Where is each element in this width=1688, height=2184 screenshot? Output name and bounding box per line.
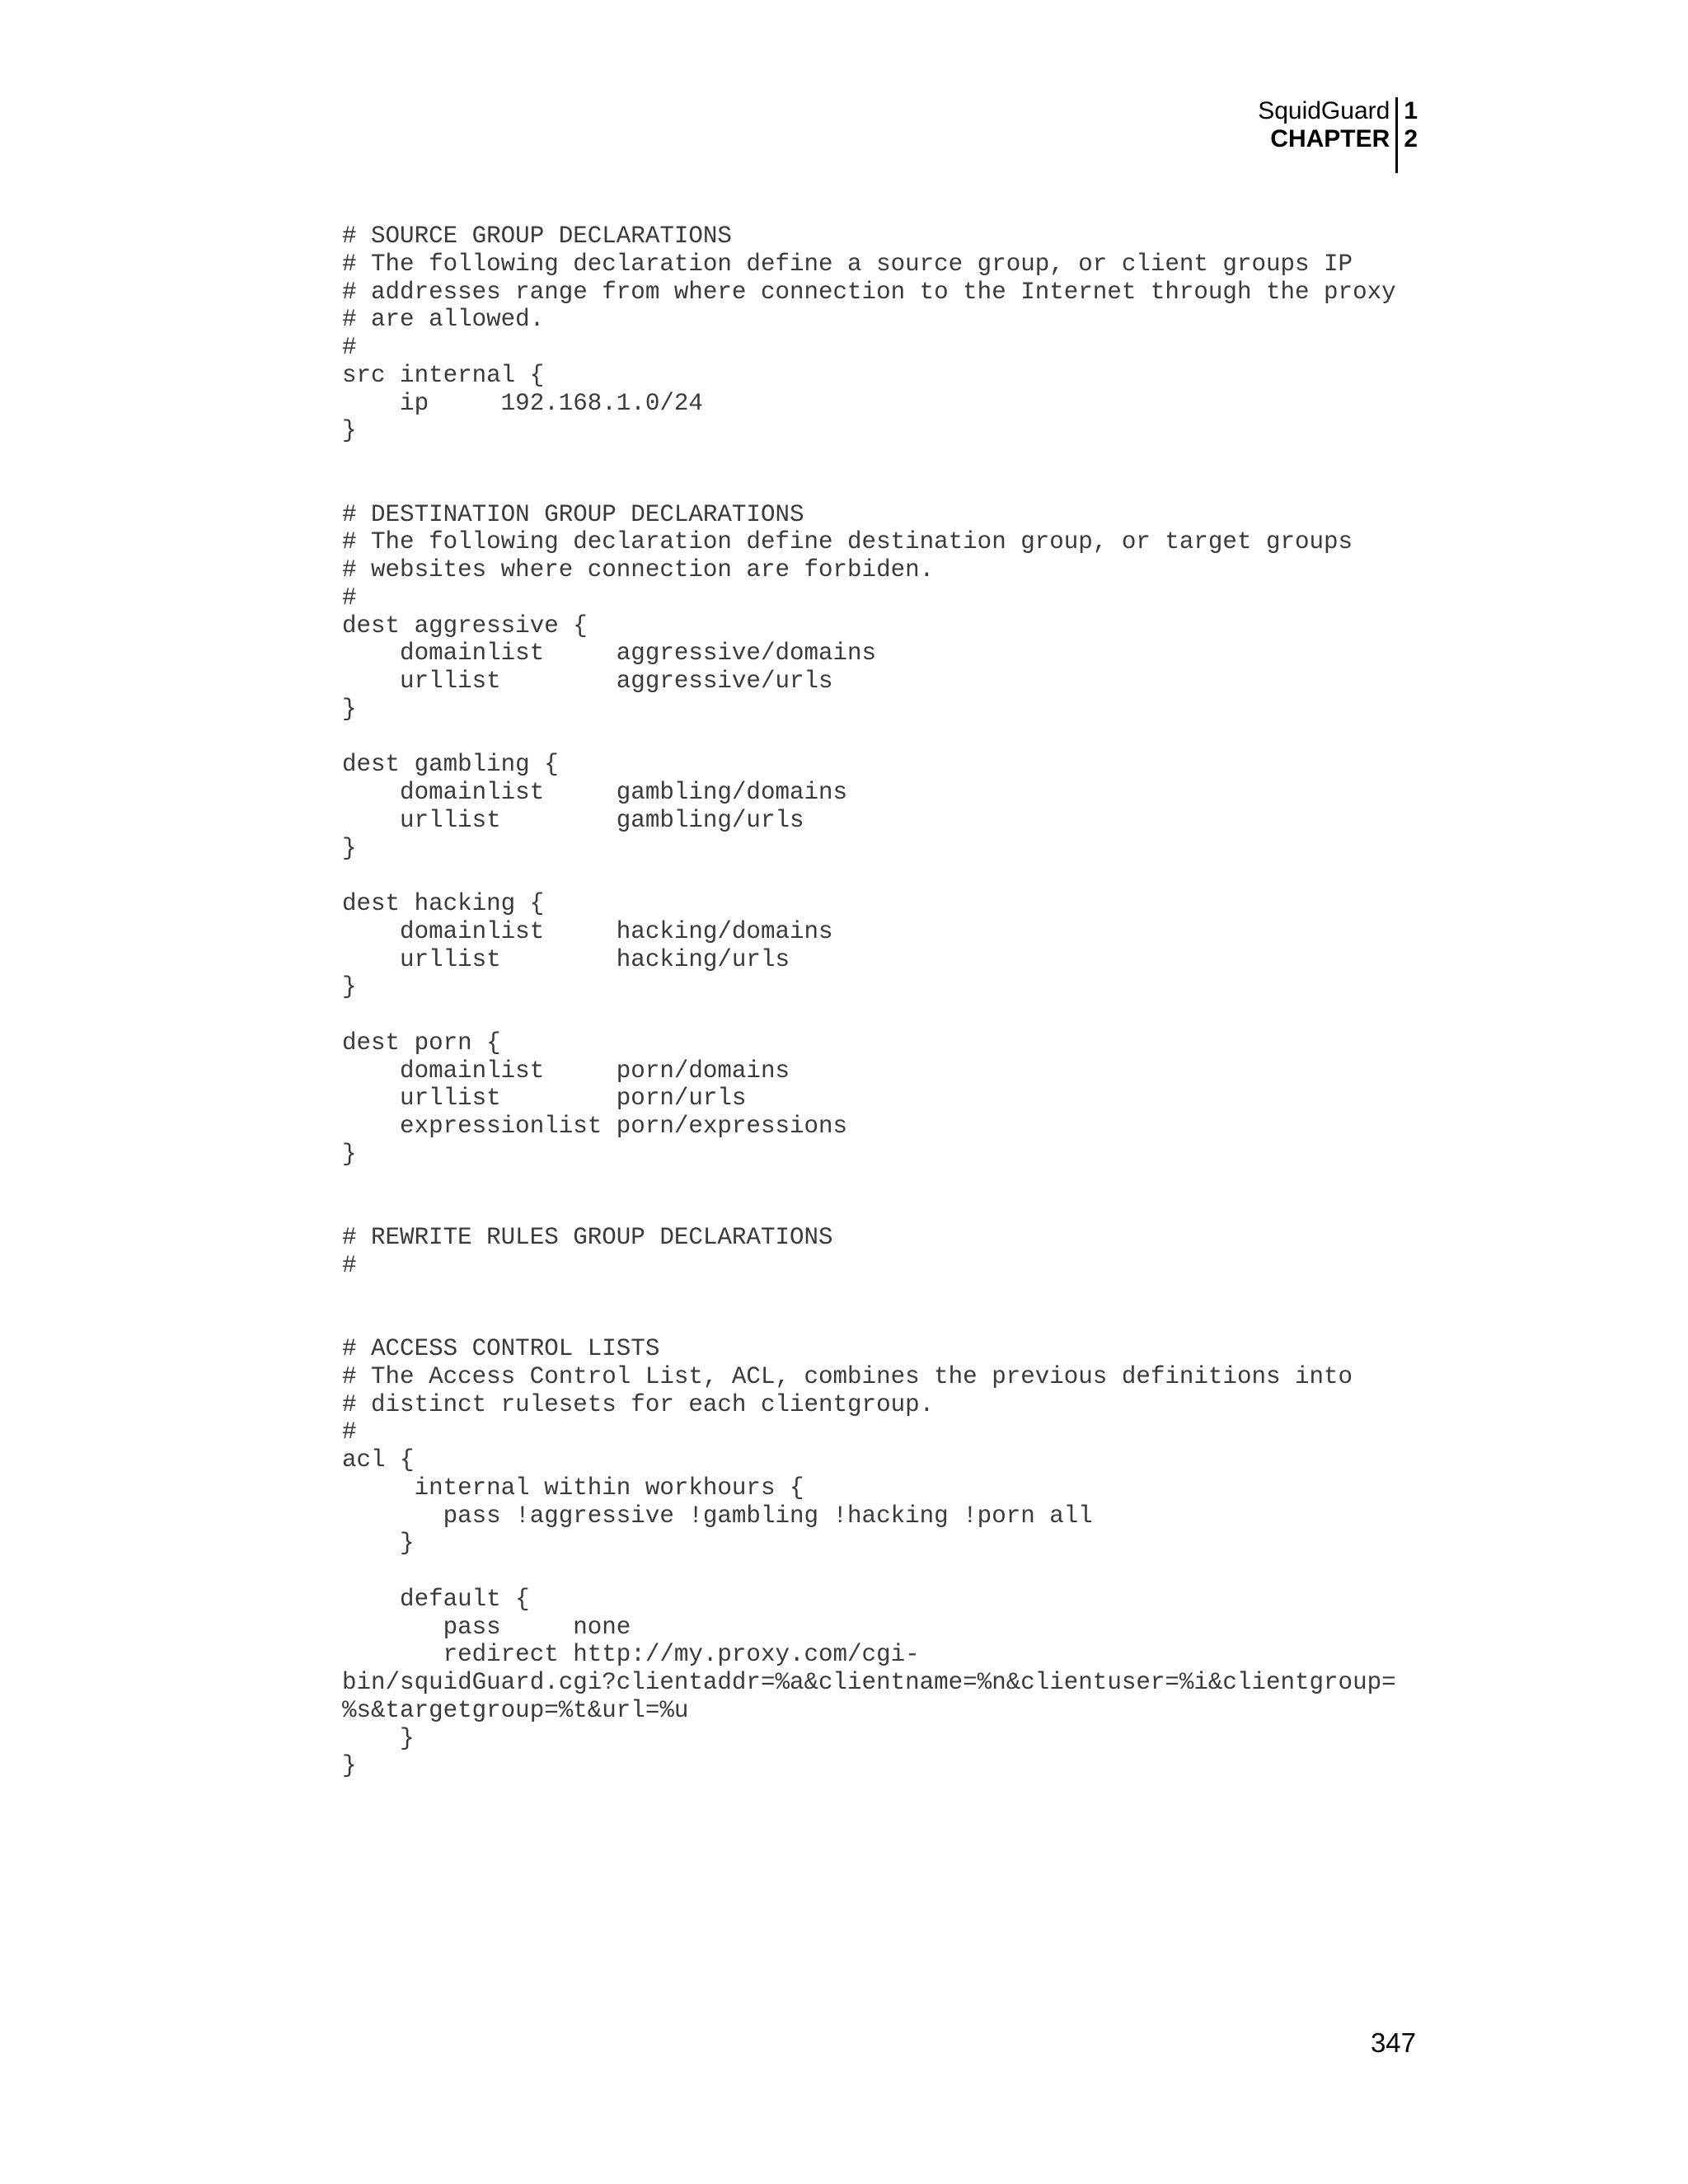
code-line <box>342 473 1396 501</box>
code-line: dest hacking { <box>342 890 545 917</box>
code-line: domainlist hacking/domains <box>342 917 833 945</box>
code-line: } <box>342 1140 357 1168</box>
code-line: } <box>342 834 357 862</box>
code-line: # distinct rulesets for each clientgroup. <box>342 1390 935 1418</box>
code-line: # <box>342 583 357 612</box>
code-line <box>342 862 1396 890</box>
code-line: urllist gambling/urls <box>342 806 804 834</box>
code-line <box>342 1169 1396 1197</box>
code-line: pass !aggressive !gambling !hacking !porn all <box>342 1502 1093 1530</box>
code-line: } <box>342 973 357 1001</box>
running-header <box>1258 97 1418 173</box>
code-line: expressionlist porn/expressions <box>342 1113 848 1140</box>
code-line: domainlist gambling/domains <box>342 779 848 806</box>
header-title: SquidGuard <box>1258 97 1390 124</box>
code-line: domainlist aggressive/domains <box>342 640 877 668</box>
code-line: # ACCESS CONTROL LISTS <box>342 1335 660 1362</box>
code-line: urllist porn/urls <box>342 1085 747 1113</box>
code-line: bin/squidGuard.cgi?clientaddr=%a&clientname=%n&clientuser=%i&clientgroup= <box>342 1669 1396 1696</box>
code-line: urllist hacking/urls <box>342 945 790 973</box>
code-line: } <box>342 417 357 445</box>
code-line: urllist aggressive/urls <box>342 668 833 695</box>
code-line: # The following declaration define a source group, or client groups IP <box>342 250 1353 278</box>
header-labels <box>1258 97 1395 153</box>
code-line <box>342 445 1396 473</box>
code-line: default { <box>342 1585 530 1613</box>
code-line <box>342 1280 1396 1308</box>
code-line: # DESTINATION GROUP DECLARATIONS <box>342 500 804 528</box>
page-number: 347 <box>1370 2027 1416 2058</box>
code-line: pass none <box>342 1613 631 1641</box>
code-line: # addresses range from where connection to the Internet through the proxy <box>342 278 1396 306</box>
code-line: dest gambling { <box>342 751 559 779</box>
code-listing <box>342 223 1396 1780</box>
code-line: # <box>342 1251 357 1279</box>
header-chapter-number: 2 <box>1404 125 1418 152</box>
header-chapter-label: CHAPTER <box>1270 125 1390 152</box>
code-line: # are allowed. <box>342 306 545 334</box>
header-numbers <box>1398 97 1418 153</box>
code-line: ip 192.168.1.0/24 <box>342 389 703 417</box>
code-line: internal within workhours { <box>342 1474 804 1502</box>
code-line: } <box>342 1530 415 1558</box>
code-line: src internal { <box>342 361 545 389</box>
code-line <box>342 1307 1396 1335</box>
code-line: # SOURCE GROUP DECLARATIONS <box>342 223 732 250</box>
header-title-number: 1 <box>1404 97 1418 124</box>
code-line: } <box>342 1752 357 1780</box>
code-line: acl { <box>342 1446 415 1474</box>
code-line: # websites where connection are forbiden. <box>342 556 935 583</box>
code-line <box>342 1558 1396 1586</box>
code-line: dest aggressive { <box>342 612 588 640</box>
code-line <box>342 1196 1396 1224</box>
code-line: %s&targetgroup=%t&url=%u <box>342 1696 689 1724</box>
code-line: # The following declaration define destination group, or target groups <box>342 528 1353 556</box>
code-line: # REWRITE RULES GROUP DECLARATIONS <box>342 1224 833 1251</box>
code-line <box>342 724 1396 752</box>
code-line: } <box>342 695 357 723</box>
code-line: # <box>342 1418 357 1446</box>
code-line: } <box>342 1724 415 1752</box>
code-line: # <box>342 334 357 361</box>
code-line: dest porn { <box>342 1029 501 1057</box>
code-line: redirect http://my.proxy.com/cgi- <box>342 1641 920 1669</box>
code-line: domainlist porn/domains <box>342 1057 790 1085</box>
code-line: # The Access Control List, ACL, combines the previous definitions into <box>342 1362 1353 1390</box>
code-line <box>342 1001 1396 1029</box>
